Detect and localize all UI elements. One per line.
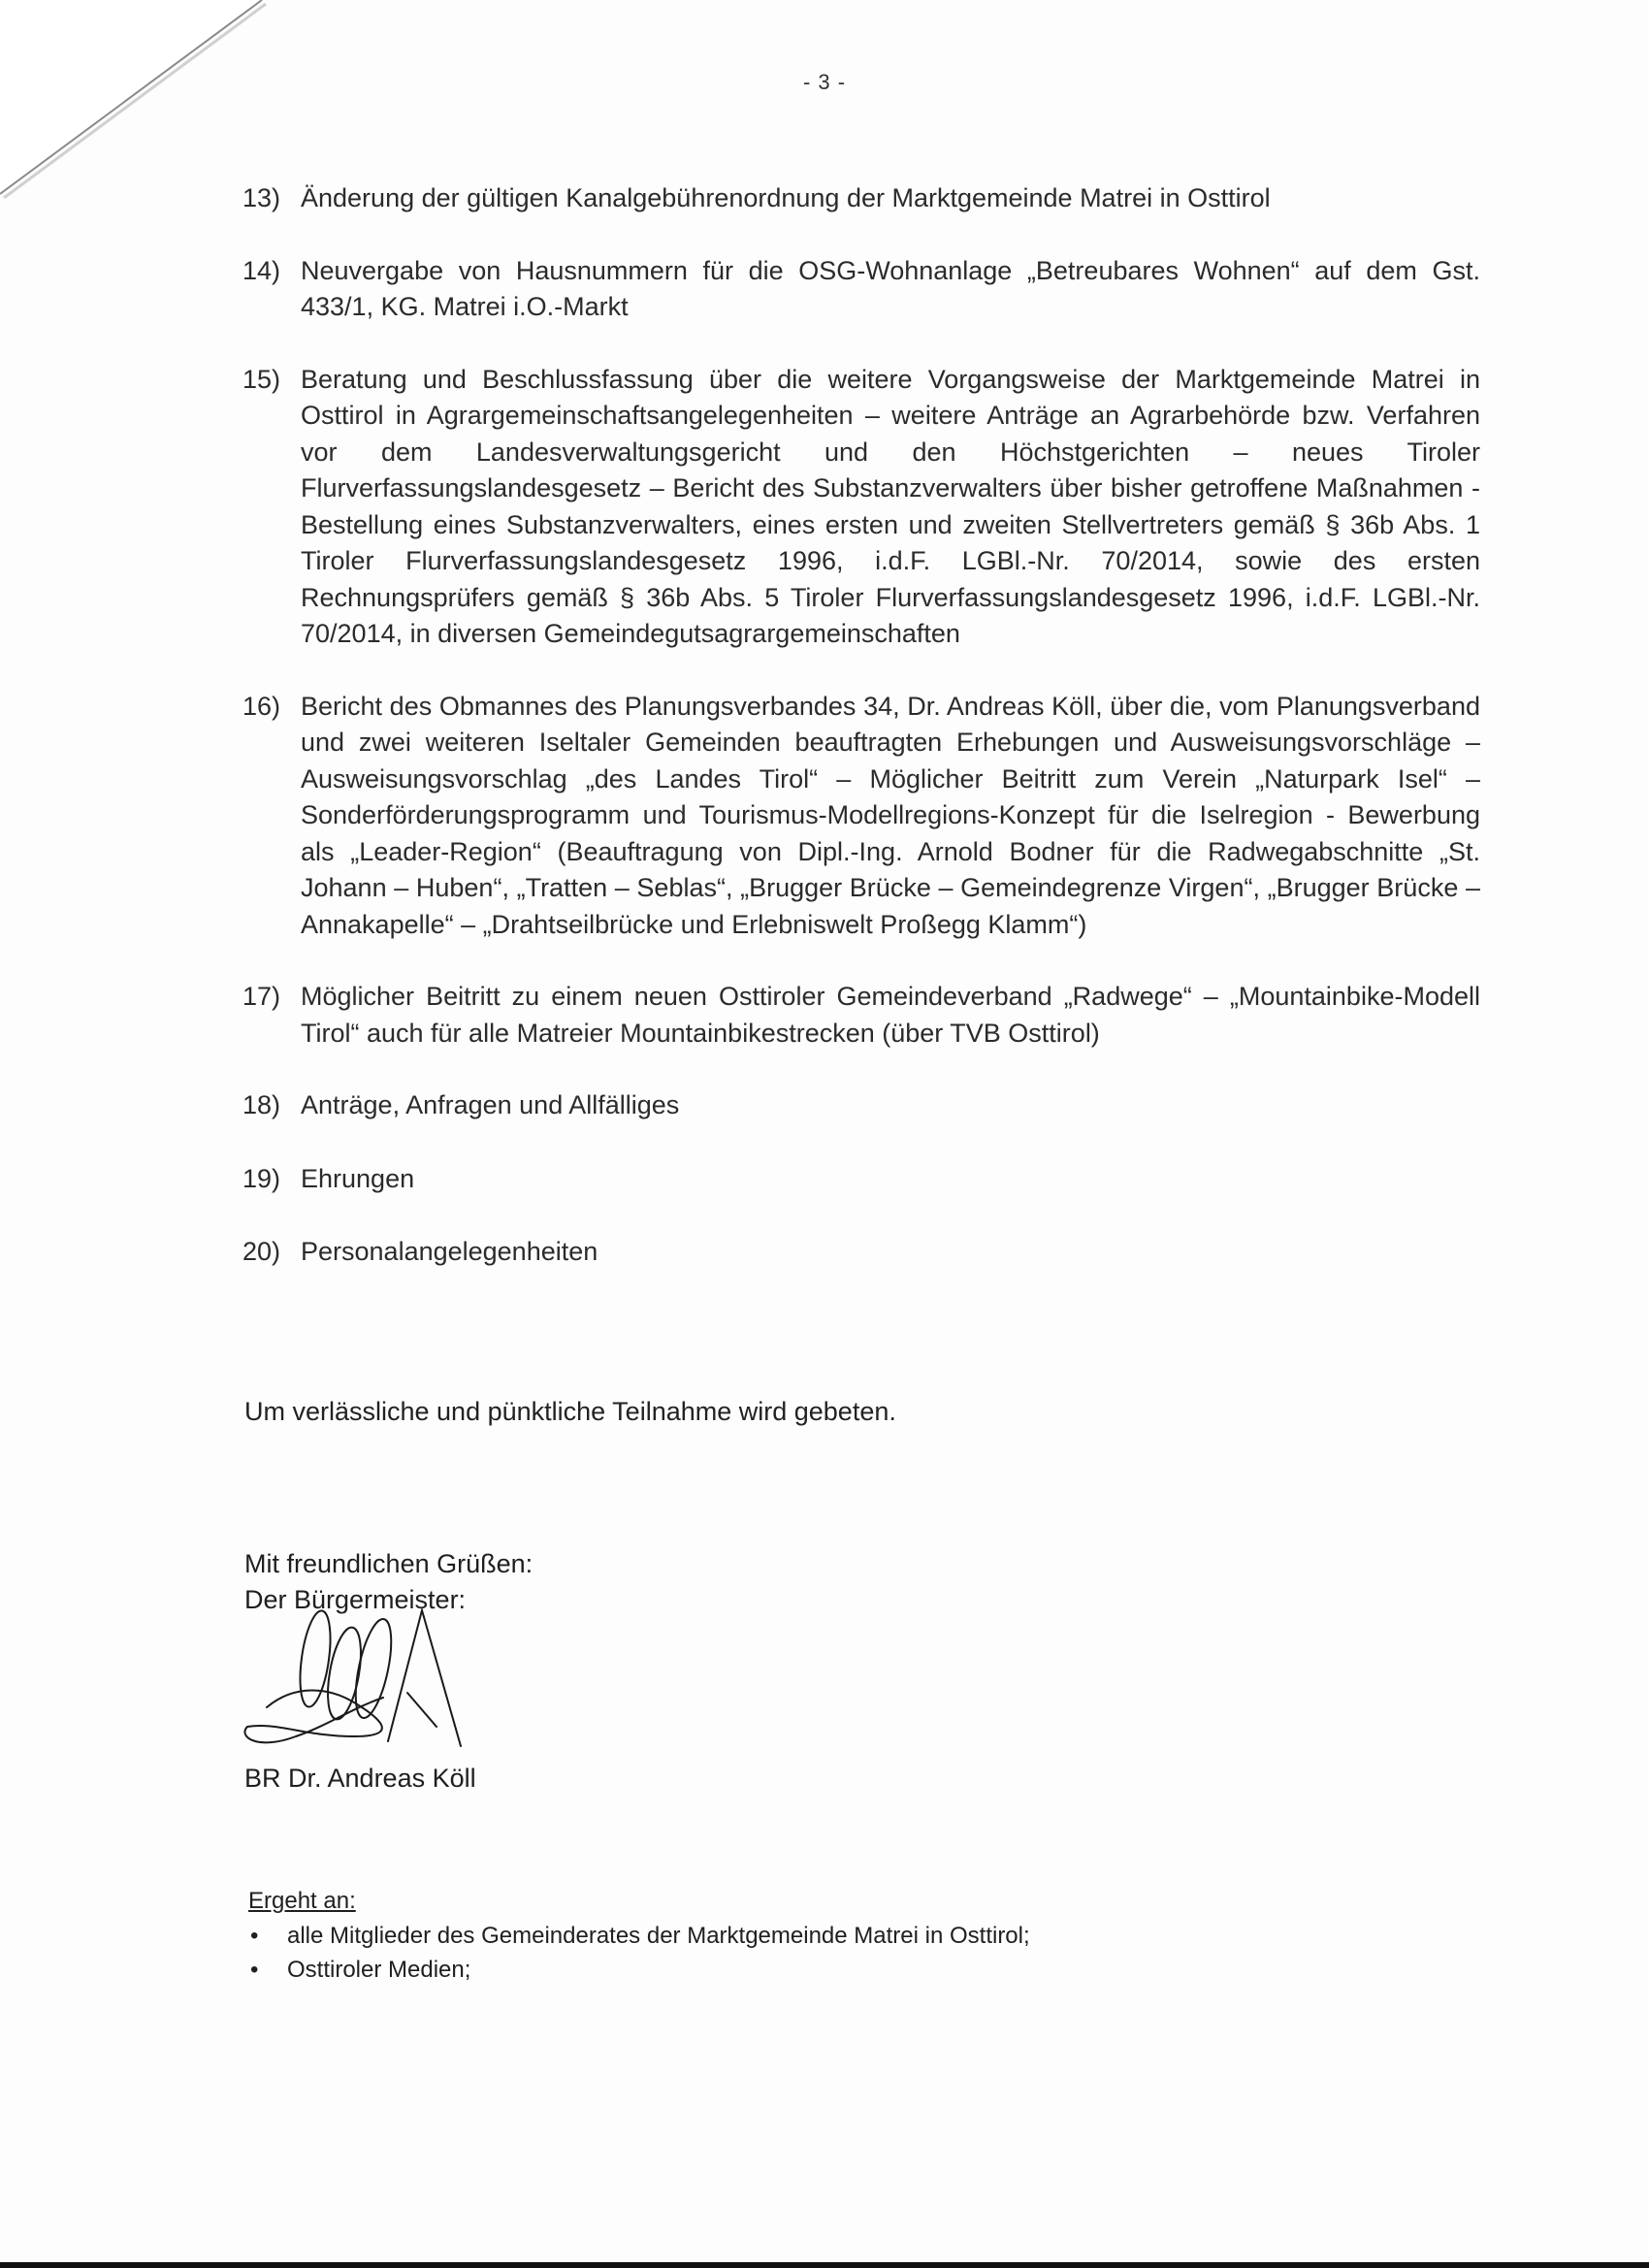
agenda-item [242,362,1480,653]
distribution-list [248,1919,1030,1987]
signer-title: Der Bürgermeister: [244,1585,467,1614]
signer-name: BR Dr. Andreas Köll [244,1764,476,1793]
agenda-item [242,1234,1480,1271]
agenda-item-number: 16) [242,691,281,721]
closing-request: Um verlässliche und pünktliche Teilnahme wird gebeten. [244,1397,896,1426]
agenda-item-text: Ehrungen [301,1163,415,1193]
agenda-item [242,1087,1480,1124]
agenda-item-number: 17) [242,982,281,1011]
scan-bottom-edge [0,2262,1649,2268]
agenda-item-number: 19) [242,1163,281,1193]
greeting-text: Mit freundlichen Grüßen: [244,1549,534,1578]
agenda-item-number: 20) [242,1237,281,1266]
bullet-icon: • [250,1923,259,1949]
distribution-heading: Ergeht an: [248,1888,356,1914]
agenda-item-number: 18) [242,1090,281,1119]
agenda-item-text: Möglicher Beitritt zu einem neuen Osttiroler Gemeindeverband „Radwege“ – „Mountainbike-Modell Tirol“ auch für alle Matreier Mountainbikestrecken (über TVB Osttirol) [301,982,1480,1048]
agenda-item [242,689,1480,944]
agenda-item [242,180,1480,217]
distribution-item-text: Osttiroler Medien; [287,1957,471,1983]
distribution-item [248,1953,1030,1987]
agenda-item-text: Beratung und Beschlussfassung über die weitere Vorgangsweise der Marktgemeinde Matrei in Osttirol in Agrargemeinschaftsangelegenheiten – weitere Anträge an Agrarbehörde bzw. Verfahren vor dem Landesverwaltungsgericht und den Höchstgerichten – neues Tiroler Flurverfassungslandesgesetz – Bericht des Substanzverwalters über bisher getroffene Maßnahmen - Bestellung eines Substanzverwalters, eines ersten und zweiten Stellvertreters gemäß § 36b Abs. 1 Tiroler Flurverfassungslandesgesetz 1996, i.d.F. LGBl.-Nr. 70/2014, sowie des ersten Rechnungsprüfers gemäß § 36b Abs. 5 Tiroler Flurverfassungslandesgesetz 1996, i.d.F. LGBl.-Nr. 70/2014, in diversen Gemeindegutsagrargemeinschaften [301,364,1480,648]
agenda-item-number: 15) [242,364,281,394]
agenda-item-text: Anträge, Anfragen und Allfälliges [301,1090,680,1119]
agenda-item-text: Personalangelegenheiten [301,1237,598,1266]
bullet-icon: • [250,1957,259,1983]
page-number: - 3 - [802,70,847,94]
agenda-list [242,180,1480,1308]
agenda-item-number: 13) [242,183,281,212]
agenda-item [242,1161,1480,1198]
agenda-item-text: Neuvergabe von Hausnummern für die OSG-Wohnanlage „Betreubares Wohnen“ auf dem Gst. 433/1, KG. Matrei i.O.-Markt [301,255,1480,321]
distribution-item-text: alle Mitglieder des Gemeinderates der Marktgemeinde Matrei in Osttirol; [287,1923,1030,1949]
agenda-item [242,253,1480,326]
handwritten-signature [238,1591,480,1780]
agenda-item-number: 14) [242,255,281,285]
agenda-item [242,979,1480,1052]
agenda-item-text: Bericht des Obmannes des Planungsverbandes 34, Dr. Andreas Köll, über die, vom Planungsverband und zwei weiteren Iseltaler Gemeinden beauftragten Erhebungen und Ausweisungsvorschläge – Ausweisungsvorschlag „des Landes Tirol“ – Möglicher Beitritt zum Verein „Naturpark Isel“ – Sonderförderungsprogramm und Tourismus-Modellregions-Konzept für die Iselregion - Bewerbung als „Leader-Region“ (Beauftragung von Dipl.-Ing. Arnold Bodner für die Radwegabschnitte „St. Johann – Huben“, „Tratten – Seblas“, „Brugger Brücke – Gemeindegrenze Virgen“, „Brugger Brücke – Annakapelle“ – „Drahtseilbrücke und Erlebniswelt Proßegg Klamm“) [301,691,1480,939]
distribution-item [248,1919,1030,1953]
distribution-block [248,1888,1030,1987]
agenda-item-text: Änderung der gültigen Kanalgebührenordnung der Marktgemeinde Matrei in Osttirol [301,183,1271,212]
